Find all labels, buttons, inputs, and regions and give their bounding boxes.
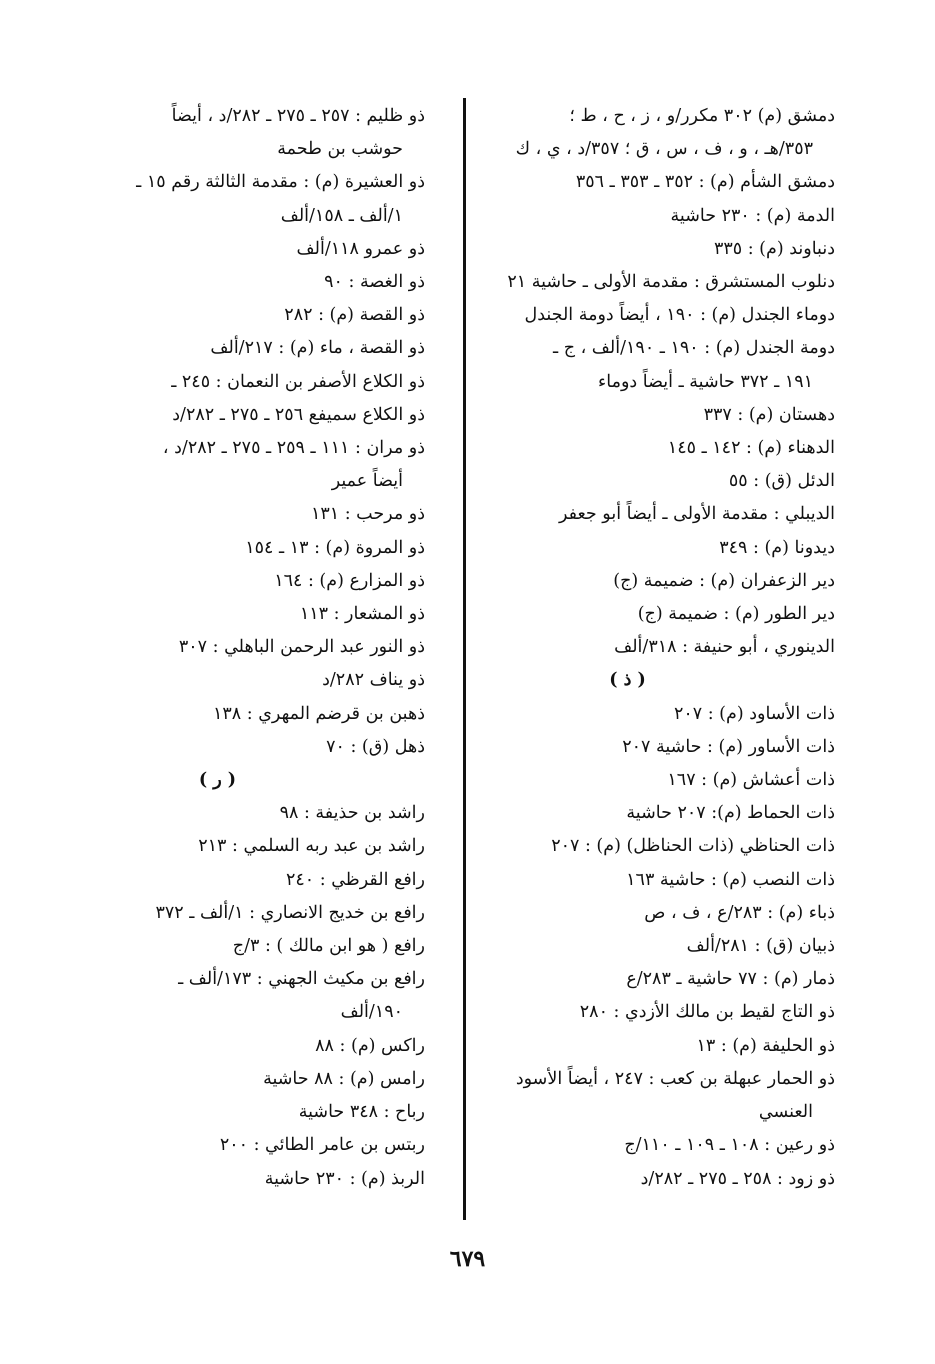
entry-text: ذو القصة ، ماء (م) : ٢١٧/ألف: [210, 338, 425, 359]
entry-text: ذباء (م) : ٢٨٣/ع ، ف ، ص: [644, 902, 835, 923]
index-entry: [70, 1129, 425, 1162]
index-entry: [480, 698, 835, 731]
index-entry: [480, 1129, 835, 1162]
index-entry: [480, 432, 835, 465]
entry-continuation: أيضاً عمير: [331, 471, 403, 492]
entry-text: ذات الأساود (م) : ٢٠٧: [673, 703, 835, 724]
index-entry: [480, 1063, 835, 1129]
index-entry: [70, 930, 425, 963]
index-entry: [70, 664, 425, 697]
entry-text: ذو يناف ٢٨٢/د: [322, 670, 425, 691]
entry-text: ذو النور عبد الرحمن الباهلي : ٣٠٧: [178, 637, 425, 658]
index-entry: [70, 1063, 425, 1096]
entry-text: ذو مرحب : ١٣١: [310, 504, 425, 525]
entry-continuation: ٣٥٣/هـ ، و ، ف ، س ، ق ؛ ٣٥٧/د ، ي ، ك: [515, 139, 813, 160]
entry-text: ذو الحمار عبهلة بن كعب : ٢٤٧ ، أيضاً الأسود: [515, 1068, 835, 1089]
entry-text: ذو عمرو ١١٨/ألف: [296, 238, 425, 259]
index-entry: [70, 797, 425, 830]
entry-text: دمشق الشأم (م) : ٣٥٢ ـ ٣٥٣ ـ ٣٥٦: [575, 172, 835, 193]
index-entry: [480, 864, 835, 897]
index-entry: [70, 233, 425, 266]
index-entry: [480, 897, 835, 930]
index-entry: [480, 233, 835, 266]
index-entry: [70, 1163, 425, 1196]
entry-text: ذو ظليم : ٢٥٧ ـ ٢٧٥ ـ ٢٨٢/د ، أيضاً: [171, 106, 425, 126]
entry-continuation: ١٩١ ـ ٣٧٢ حاشية ـ أيضاً دوماء: [598, 371, 813, 392]
entry-text: ذات الأساور (م) : حاشية ٢٠٧: [622, 736, 835, 757]
index-entry: [70, 864, 425, 897]
entry-text: راكس (م) : ٨٨: [315, 1035, 425, 1056]
entry-continuation: العنسي: [758, 1102, 813, 1123]
entry-text: ذات أعشاش (م) : ١٦٧: [667, 770, 835, 791]
entry-text: دير الطور (م) : ضميمة (ج): [637, 604, 835, 625]
page-number: ٦٧٩: [449, 1246, 486, 1272]
entry-text: دنلوب المستشرق : مقدمة الأولى ـ حاشية ٢١: [507, 272, 835, 293]
index-entry: [70, 332, 425, 365]
index-entry: [480, 996, 835, 1029]
right-column: [480, 100, 835, 1196]
entry-text: رافع بن خديج الانصاري : ١/ألف ـ ٣٧٢: [155, 902, 425, 923]
index-entry: [480, 830, 835, 863]
index-entry: [480, 1163, 835, 1196]
entry-text: ذهل (ق) : ٧٠: [326, 736, 425, 757]
index-entry: [70, 532, 425, 565]
entry-text: دوماء الجندل (م) : ١٩٠ ، أيضاً دومة الجندل: [524, 305, 835, 326]
entry-text: رامس (م) : ٨٨ حاشية: [263, 1068, 425, 1089]
entry-text: راشد بن عبد ربه السلمي : ٢١٣: [198, 836, 425, 857]
index-entry: [70, 432, 425, 498]
entry-text: رافع القرظي : ٢٤٠: [286, 869, 425, 890]
index-entry: [480, 399, 835, 432]
entry-text: ذو العشيرة (م) : مقدمة الثالثة رقم ١٥ ـ: [136, 172, 425, 193]
index-entry: [480, 598, 835, 631]
index-entry: [480, 963, 835, 996]
entry-text: الدهناء (م) : ١٤٢ ـ ١٤٥: [667, 438, 835, 459]
section-heading: ( ذ ): [609, 670, 646, 691]
index-entry: [480, 1030, 835, 1063]
index-entry: [480, 498, 835, 531]
index-entry: [70, 1030, 425, 1063]
entry-text: ديدونا (م) : ٣٤٩: [719, 537, 835, 558]
index-entry: [480, 930, 835, 963]
entry-text: ذات النصب (م) : حاشية ١٦٣: [626, 869, 835, 890]
index-entry: [480, 299, 835, 332]
entry-text: الدينوري ، أبو حنيفة : ٣١٨/ألف: [614, 637, 835, 658]
index-entry: [70, 830, 425, 863]
left-column: [70, 100, 425, 1196]
entry-text: الربذ (م) : ٢٣٠ حاشية: [264, 1168, 425, 1189]
entry-text: رباح : ٣٤٨ حاشية: [298, 1102, 425, 1123]
entry-text: رافع ( هو ابن مالك ) : ٣/ج: [232, 936, 425, 957]
entry-text: ذات الحماط (م): ٢٠٧ حاشية: [626, 803, 835, 824]
entry-text: ذهبن بن قرضم المهري : ١٣٨: [213, 703, 425, 724]
entry-text: ذو المروة (م) : ١٣ ـ ١٥٤: [245, 537, 425, 558]
index-entry: [70, 399, 425, 432]
entry-text: ذبيان (ق) : ٢٨١/ألف: [686, 936, 835, 957]
entry-text: ذو الغصة : ٩٠: [324, 272, 425, 293]
entry-text: دير الزعفران (م) : ضميمة (ج): [613, 570, 835, 591]
entry-text: ذو التاج لقيط بن مالك الأزدي : ٢٨٠: [579, 1002, 835, 1023]
entry-text: الدمة (م) : ٢٣٠ حاشية: [670, 205, 835, 226]
index-entry: [70, 498, 425, 531]
index-entry: [70, 1096, 425, 1129]
entry-text: الدئل (ق) : ٥٥: [728, 471, 835, 492]
entry-continuation: حوشب بن طحمة: [277, 139, 403, 160]
index-entry: [480, 200, 835, 233]
index-entry: [70, 366, 425, 399]
entry-text: ذو رعين : ١٠٨ ـ ١٠٩ ـ ١١٠/ج: [624, 1135, 835, 1156]
index-entry: [480, 266, 835, 299]
entry-text: ذو زود : ٢٥٨ ـ ٢٧٥ ـ ٢٨٢/د: [640, 1168, 835, 1189]
entry-text: ذو الكلاع سميفع ٢٥٦ ـ ٢٧٥ ـ ٢٨٢/د: [172, 404, 425, 425]
index-entry: [480, 100, 835, 166]
entry-text: دومة الجندل (م) : ١٩٠ ـ ١٩٠/ألف ، ج ـ: [553, 338, 835, 359]
index-entry: [480, 764, 835, 797]
entry-continuation: ١٩٠/ألف: [340, 1002, 403, 1023]
entry-text: ذات الحناظي (ذات الحناظل) (م) : ٢٠٧: [551, 836, 835, 857]
entry-text: ذو المزارع (م) : ١٦٤: [274, 570, 425, 591]
index-entry: [70, 299, 425, 332]
entry-continuation: ١/ألف ـ ١٥٨/ألف: [280, 205, 403, 226]
index-entry: [70, 963, 425, 1029]
index-entry: [480, 532, 835, 565]
entry-text: دهستان (م) : ٣٣٧: [703, 404, 835, 425]
entry-text: ذو المشعار : ١١٣: [299, 604, 425, 625]
entry-text: الديبلي : مقدمة الأولى ـ أيضاً أبو جعفر: [558, 504, 835, 525]
entry-text: ذمار (م) : ٧٧ حاشية ـ ٢٨٣/ع: [626, 969, 835, 990]
section-heading: ( ر ): [198, 770, 237, 791]
entry-text: ذو مران : ١١١ ـ ٢٥٩ ـ ٢٧٥ ـ ٢٨٢/د ،: [162, 438, 425, 459]
index-entry: [70, 698, 425, 731]
entry-text: دنباوند (م) : ٣٣٥: [713, 238, 835, 259]
entry-text: ذو الكلاع الأصفر بن النعمان : ٢٤٥ ـ: [171, 371, 425, 392]
index-entry: [70, 897, 425, 930]
entry-text: ربتس بن عامر الطائي : ٢٠٠: [219, 1135, 425, 1156]
index-entry: [70, 266, 425, 299]
index-entry: [70, 100, 425, 166]
index-entry: [70, 598, 425, 631]
index-entry: [70, 565, 425, 598]
index-entry: [480, 797, 835, 830]
entry-text: دمشق (م) ٣٠٢ مكرر/و ، ز ، ح ، ط ؛: [569, 106, 835, 126]
entry-text: ذو الحليفة (م) : ١٣: [696, 1035, 835, 1056]
entry-text: ذو القصة (م) : ٢٨٢: [284, 305, 425, 326]
index-entry: [480, 565, 835, 598]
index-entry: [480, 731, 835, 764]
index-entry: [480, 332, 835, 398]
column-divider: [463, 98, 466, 1220]
index-entry: [480, 465, 835, 498]
index-entry: [70, 731, 425, 764]
index-entry: [70, 166, 425, 232]
entry-text: رافع بن مكيث الجهني : ١٧٣/ألف ـ: [178, 969, 425, 990]
index-entry: [70, 631, 425, 664]
index-entry: [480, 631, 835, 664]
entry-text: راشد بن حذيفة : ٩٨: [279, 803, 425, 824]
index-entry: [480, 166, 835, 199]
